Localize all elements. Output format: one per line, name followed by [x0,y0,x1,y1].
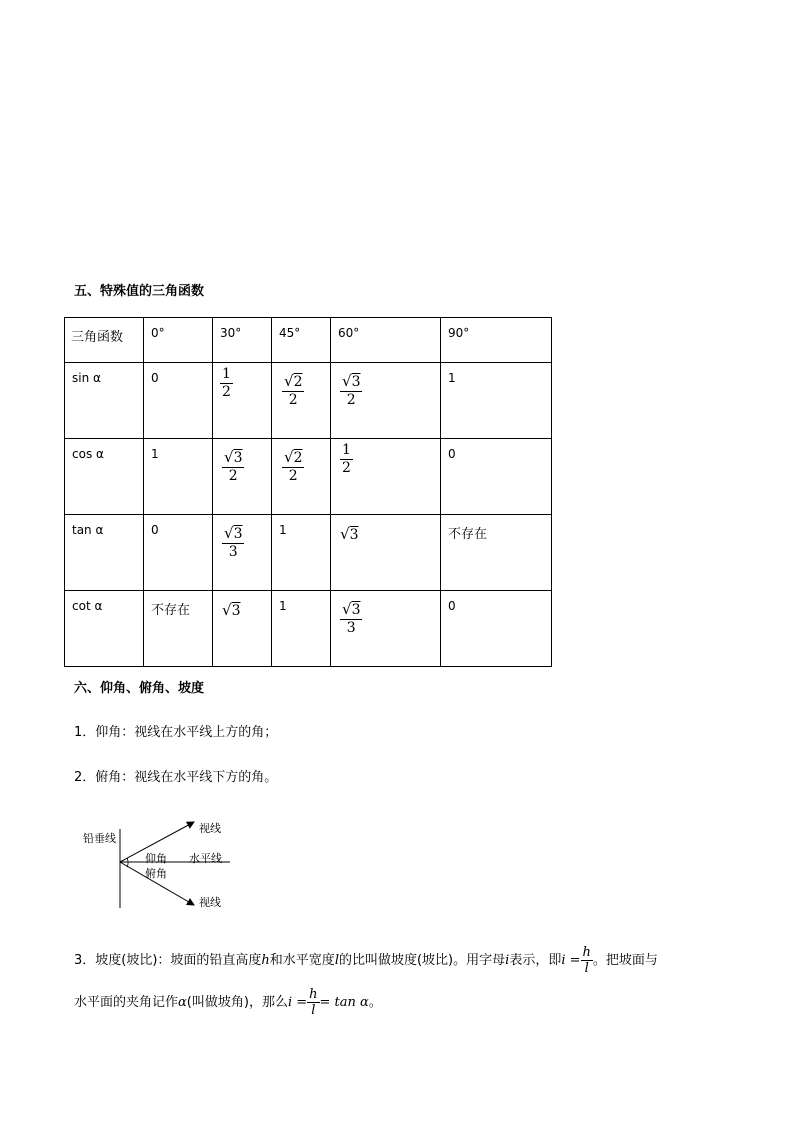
elevation-label: 仰角 [145,852,167,865]
slope-fraction-2: $\frac{h}{l}$ [309,987,318,1018]
angle-header-45: 45° [279,326,301,340]
fn-label: cot α [72,599,103,613]
value-cell: 0 [448,447,456,461]
item-slope-line1: 3．坡度(坡比)：坡面的铅直高度h和水平宽度l的比叫做坡度(坡比)。用字母i表示，即i = $\frac{h}{l}$ 。把坡面与 [74,945,658,976]
item-depression-angle: 2．俯角：视线在水平线下方的角。 [74,770,278,785]
angle-header-90: 90° [448,326,470,340]
value-cell: 1 [151,447,159,461]
value-cell: $\frac{√3}{2}$ [224,448,243,484]
depression-label: 俯角 [145,867,167,880]
value-cell: $\frac{√3}{3}$ [342,600,361,636]
value-cell: $\frac{√2}{2}$ [284,448,303,484]
table-header-row [65,318,552,363]
value-cell: √3 [222,601,241,619]
value-cell: 1 [279,599,287,613]
horizontal-line-label: 水平线 [189,852,222,865]
lower-sight-label: 视线 [199,896,221,909]
value-cell: $\frac{√3}{3}$ [224,524,243,560]
item-elevation-angle: 1．仰角：视线在水平线上方的角； [74,725,278,740]
value-cell: 0 [151,523,159,537]
fn-label: sin α [72,371,101,385]
angle-header-60: 60° [338,326,360,340]
value-cell: $\frac{1}{2}$ [342,442,351,476]
slope-formula-lhs: i = [561,953,581,968]
value-cell: 1 [448,371,456,385]
value-cell: 0 [448,599,456,613]
section6-title: 六、仰角、俯角、坡度 [74,681,205,696]
angle-header-0: 0° [151,326,165,340]
value-cell: 1 [279,523,287,537]
table-row-tan [65,515,552,591]
table-row-cos [65,439,552,515]
value-cell: $\frac{1}{2}$ [222,366,231,400]
section5-title: 五、特殊值的三角函数 [74,284,205,299]
value-cell: 不存在 [448,527,488,542]
value-cell: $\frac{√2}{2}$ [284,372,303,408]
table-corner-cell: 三角函数 [65,318,144,363]
table-row-cot [65,591,552,667]
table-row-sin [65,363,552,439]
value-cell: √3 [340,525,359,543]
value-cell: $\frac{√3}{2}$ [342,372,361,408]
vertical-line-label: 铅垂线 [83,832,116,845]
item-slope-line2: 水平面的夹角记作α(叫做坡角)，那么i = $\frac{h}{l}$ = tan α。 [74,987,382,1018]
fn-label: cos α [72,447,104,461]
value-cell: 0 [151,371,159,385]
slope-fraction: $\frac{h}{l}$ [582,945,591,976]
fn-label: tan α [72,523,104,537]
value-cell: 不存在 [151,603,191,618]
upper-sight-label: 视线 [199,822,221,835]
trig-table [64,317,552,667]
angle-header-30: 30° [220,326,242,340]
